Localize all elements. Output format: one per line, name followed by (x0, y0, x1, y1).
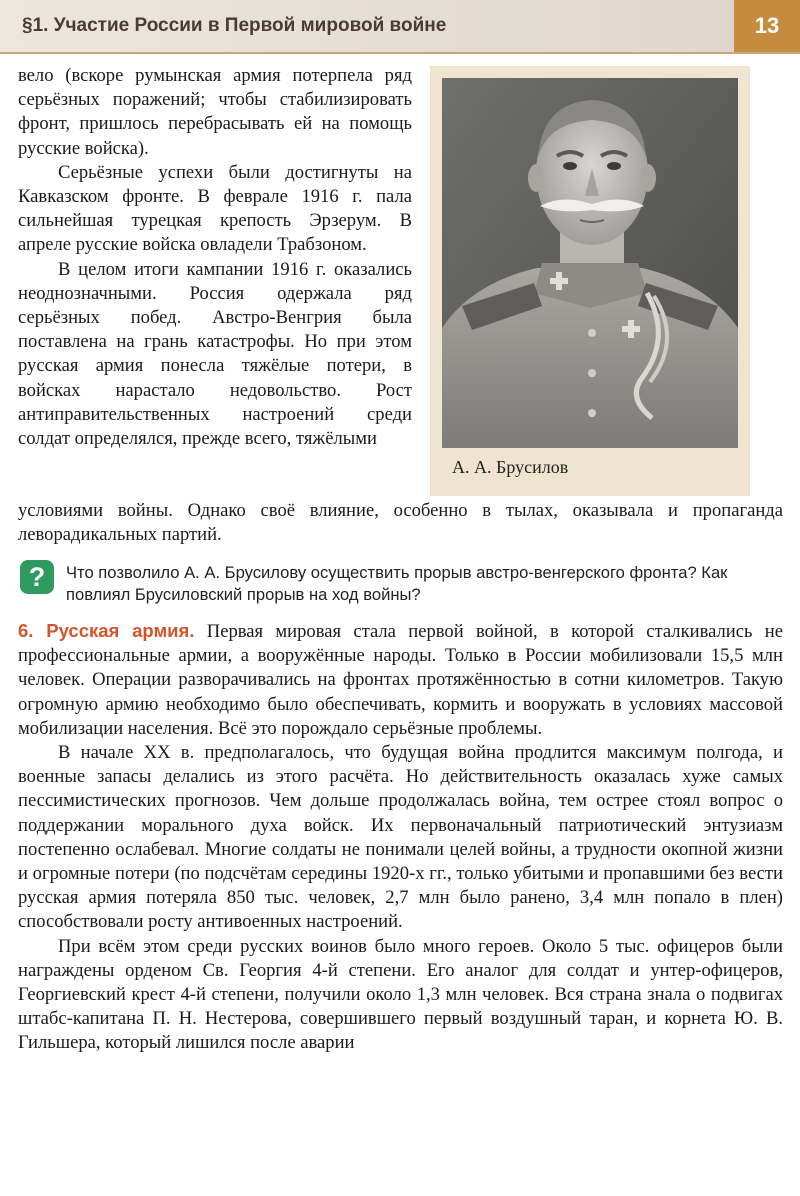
paragraph: вело (вскоре румынская армия потерпела ряд серьёзных поражений; чтобы стабилизировать фронт, пришлось перебрасывать ей на помощь русские войска). (18, 65, 412, 159)
paragraph (18, 619, 783, 741)
paragraph: В начале XX в. предполагалось, что будущая война продлится максимум полгода, и военные запасы делались из этого расчёта. Но действительность оказалась хуже самых пессимистических прогнозов. Чем дольше продолжалась война, тем острее стоял вопрос о поддержании морального духа войск. Их первоначальный патриотический энтузиазм постепенно ослабевал. Многие солдаты не понимали целей войны, а трудности окопной жизни и огромные потери (по подсчётам середины 1920-х гг., только убитыми и пропавшими без вести русская армия потеряла 850 тыс. человек, 2,7 млн было ранено, 3,4 млн попало в плен) способствовали росту антивоенных настроений. (18, 742, 783, 933)
question-icon: ? (20, 560, 54, 594)
portrait-photo (442, 78, 738, 448)
paragraph: При всём этом среди русских воинов было много героев. Около 5 тыс. офицеров были награждены орденом Св. Георгия 4-й степени. Его аналог для солдат и унтер-офицеров, Георгиевский крест 4-й степени, получили около 1,3 млн человек. Вся страна знала о подвигах штабс-капитана П. Н. Нестерова, совершившего первый воздушный таран, и корнета Ю. В. Гильшера, который лишился после аварии (18, 935, 783, 1054)
paragraph-text: Первая мировая стала первой войной, в которой сталкивались не профессиональные армии, а вооружённые народы. Только в России мобилизовали 15,5 млн человек. Операции разворачивались на фронтах протяжённостью в сотни километров. Такую огромную армию необходимо было обеспечивать, кормить и вооружать в условиях массовой мобилизации населения. Всё это порождало серьёзные проблемы. (18, 621, 783, 739)
chapter-title: §1. Участие России в Первой мировой войне (22, 15, 447, 36)
paragraph-continuation (18, 499, 783, 547)
paragraph: условиями войны. Однако своё влияние, особенно в тылах, оказывала и пропаганда леворадикальных партий. (18, 500, 783, 546)
paragraph: В целом итоги кампании 1916 г. оказались неоднозначными. Россия одержала ряд серьёзных побед. Австро-Венгрия была поставлена на грань катастрофы. Но при этом русская армия понесла тяжёлые потери, в войсках нарастало недовольство. Рост антиправительственных настроений среди солдат определялся, прежде всего, тяжёлыми (18, 258, 412, 450)
page-number: 13 (734, 0, 800, 52)
left-column (18, 64, 412, 451)
page-header (0, 0, 800, 54)
paragraph: Серьёзные успехи были достигнуты на Кавказском фронте. В феврале 1916 г. пала сильнейшая турецкая крепость Эрзерум. В апреле русские войска овладели Трабзоном. (18, 161, 412, 256)
section-6 (18, 619, 783, 1056)
question-block (20, 558, 780, 610)
section-heading: 6. Русская армия. (18, 620, 195, 641)
portrait-caption: А. А. Брусилов (452, 457, 569, 477)
portrait-image (442, 78, 738, 448)
question-text: Что позволило А. А. Брусилову осуществить прорыв австро-венгерского фронта? Как повлиял Брусиловский прорыв на ход войны? (66, 563, 728, 604)
portrait-figure (430, 66, 750, 496)
